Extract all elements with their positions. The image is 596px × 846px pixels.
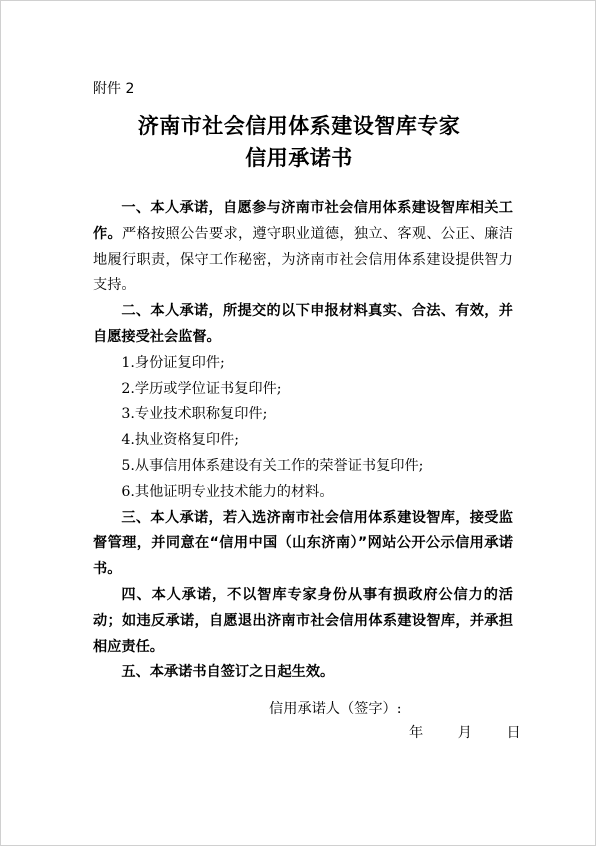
- paragraph-1-lead: 一、本人承诺，自愿参与济南市社会信用体系建设智库相关工作。: [93, 200, 513, 242]
- material-item-2: 2.学历或学位证书复印件;: [121, 380, 282, 397]
- document-body: [93, 196, 513, 686]
- paragraph-5: 五、本承诺书自签订之日起生效。: [121, 664, 335, 681]
- material-item-3: 3.专业技术职称复印件;: [121, 406, 268, 423]
- date-line: [409, 722, 539, 744]
- material-item-4: 4.执业资格复印件;: [121, 432, 240, 449]
- date-day-label: 日: [506, 725, 521, 741]
- material-item-5: 5.从事信用体系建设有关工作的荣誉证书复印件;: [121, 457, 424, 474]
- paragraph-1-rest: 严格按照公告要求，遵守职业道德，独立、客观、公正、廉洁地履行职责，保守工作秘密，为济南市社会信用体系建设提供智力支持。: [93, 225, 513, 294]
- document-title-line-1: 济南市社会信用体系建设智库专家: [137, 113, 461, 138]
- document-title-line-2: 信用承诺书: [245, 145, 353, 170]
- material-item-6: 6.其他证明专业技术能力的材料。: [121, 483, 334, 500]
- paragraph-1: [93, 196, 513, 299]
- annex-label: 附件 2: [93, 81, 135, 97]
- date-month-label: 月: [457, 725, 472, 741]
- material-item-1: 1.身份证复印件;: [121, 354, 225, 371]
- paragraph-4: 四、本人承诺，不以智库专家身份从事有损政府公信力的活动；如违反承诺，自愿退出济南市社会信用体系建设智库，并承担相应责任。: [93, 586, 513, 655]
- paragraph-2: 二、本人承诺，所提交的以下申报材料真实、合法、有效，并自愿接受社会监督。: [93, 303, 513, 345]
- signature-label: 信用承诺人（签字）:: [269, 701, 402, 717]
- paragraph-3: 三、本人承诺，若入选济南市社会信用体系建设智库，接受监督管理，并同意在“信用中国（山东济南）”网站公开公示信用承诺书。: [93, 509, 513, 578]
- date-year-label: 年: [409, 725, 424, 741]
